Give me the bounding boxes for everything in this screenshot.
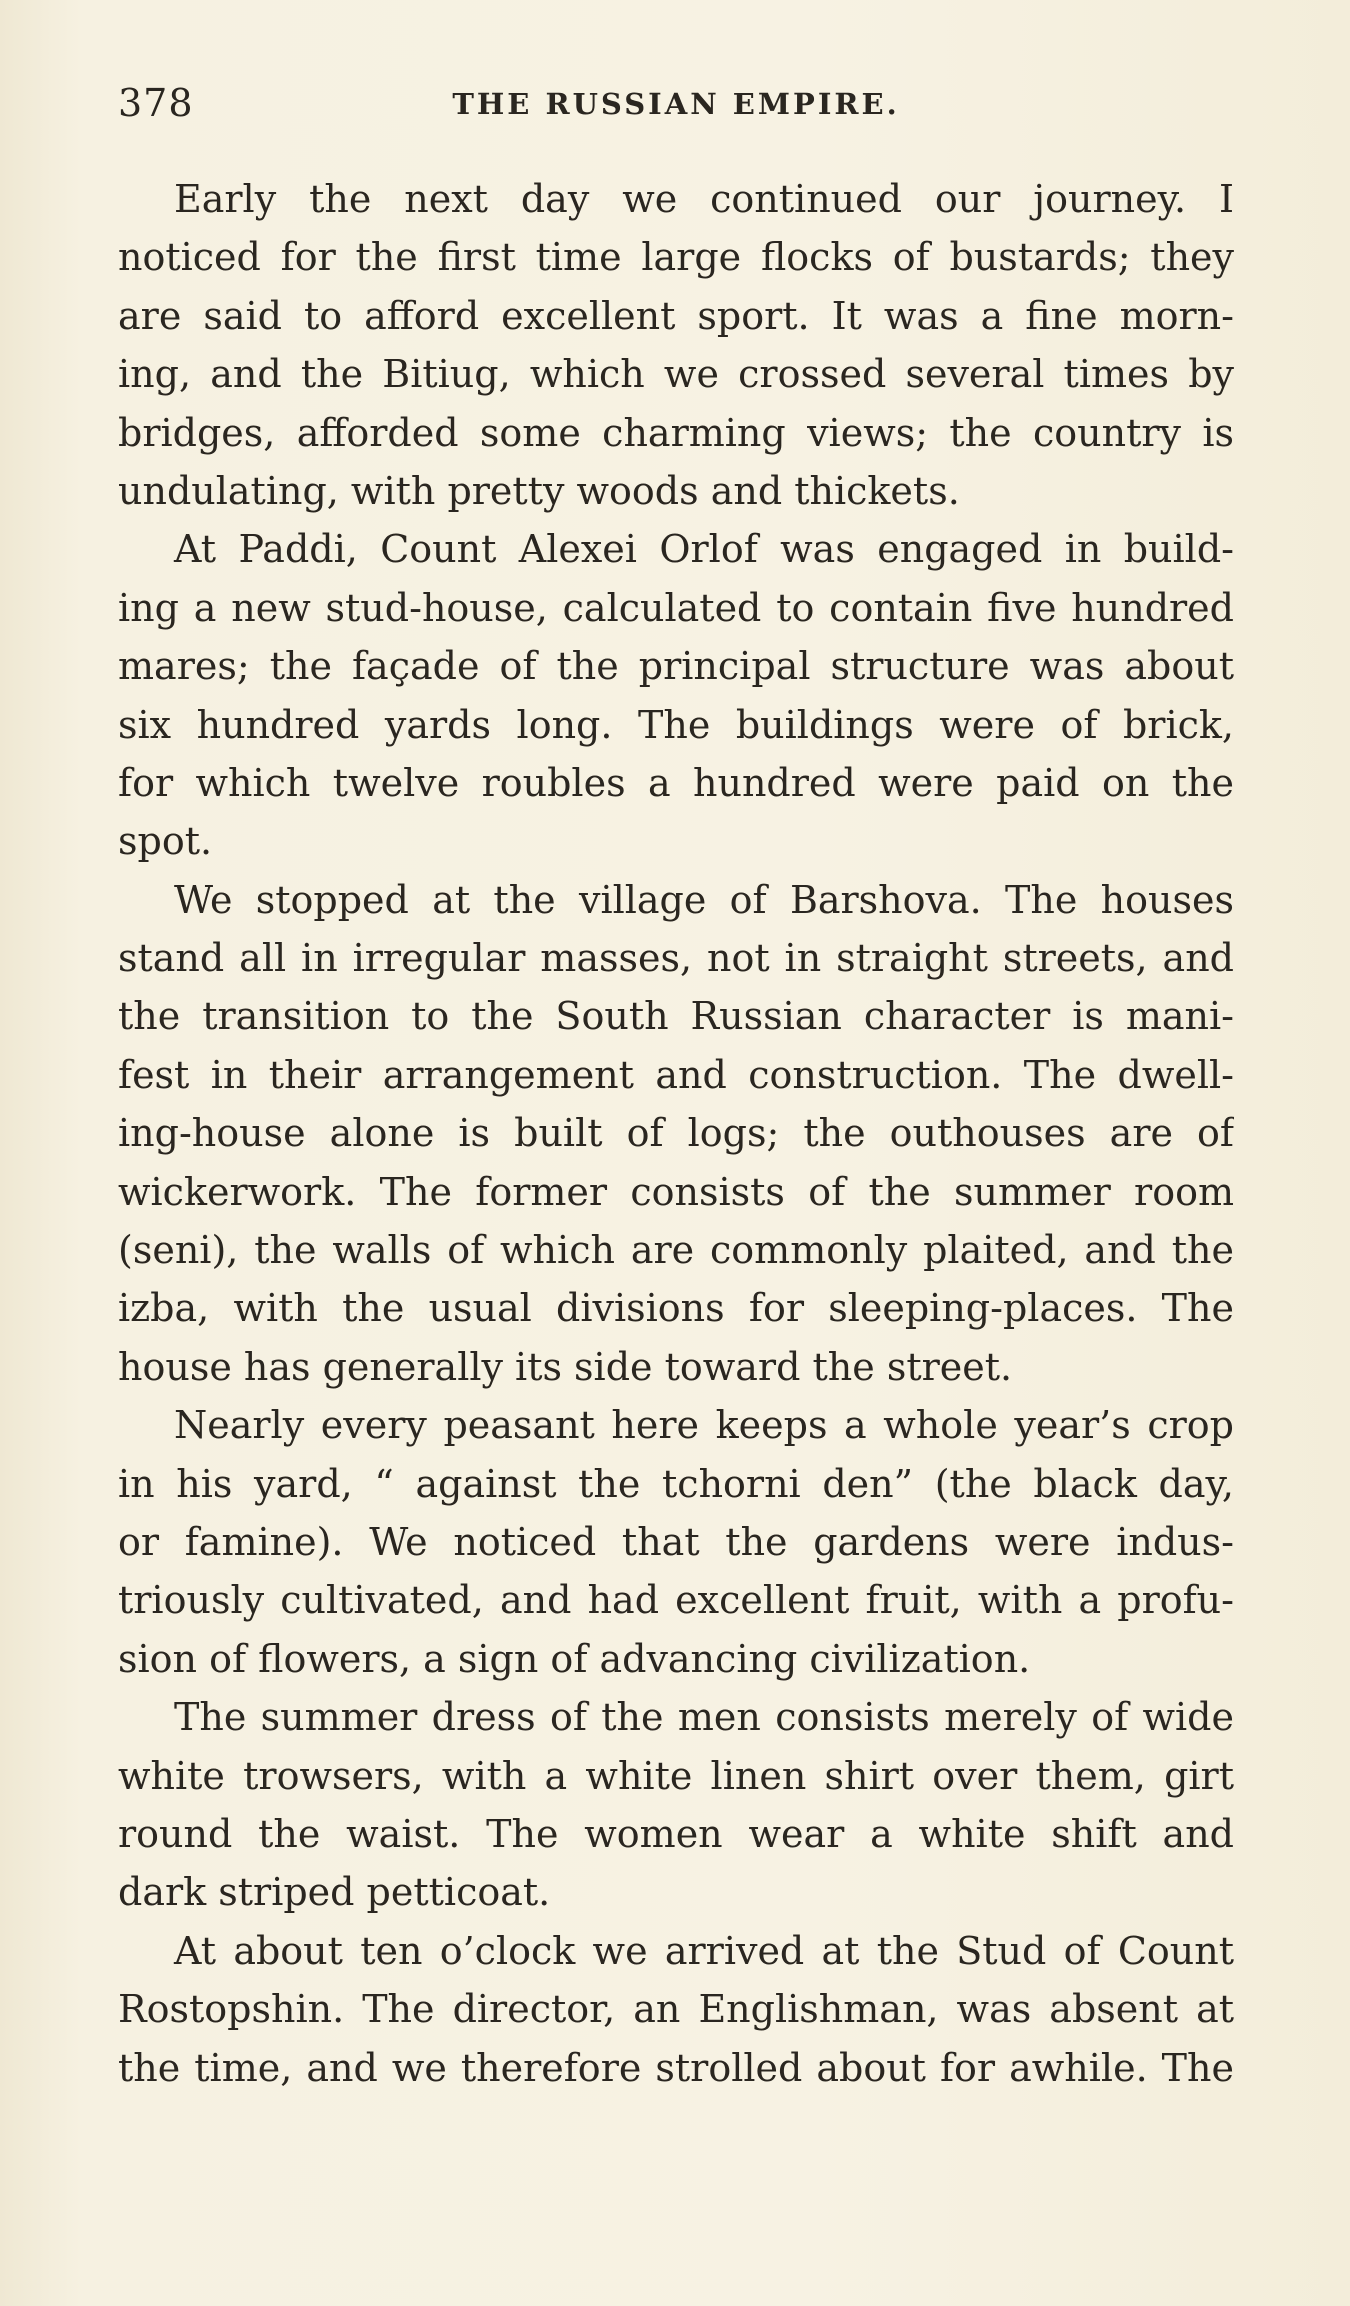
text-line: white trowsers, with a white linen shirt over them, girt (118, 1753, 1234, 1798)
text-line: undulating, with pretty woods and thickets. (118, 468, 960, 513)
text-line: At about ten o’clock we arrived at the Stud of Count (174, 1928, 1234, 1973)
text-line: six hundred yards long. The buildings were of brick, (118, 702, 1234, 747)
page-header (118, 78, 1234, 128)
text-line: noticed for the first time large flocks of bustards; they (118, 235, 1234, 280)
text-line: in his yard, “ against the tchorni den” (the black day, (118, 1461, 1234, 1506)
text-line: round the waist. The women wear a white shift and (118, 1811, 1234, 1856)
text-line: triously cultivated, and had excellent fruit, with a profu- (118, 1578, 1234, 1623)
text-line: house has generally its side toward the street. (118, 1344, 1013, 1389)
text-line: stand all in irregular masses, not in straight streets, and (118, 936, 1234, 981)
body-text (118, 170, 1234, 2097)
text-line: sion of flowers, a sign of advancing civilization. (118, 1636, 1031, 1681)
text-line: the transition to the South Russian character is mani- (118, 994, 1234, 1039)
text-line: We stopped at the village of Barshova. The houses (174, 877, 1234, 922)
text-line: dark striped petticoat. (118, 1870, 551, 1915)
running-head: THE RUSSIAN EMPIRE. (452, 87, 900, 121)
text-line: At Paddi, Count Alexei Orlof was engaged in build- (174, 527, 1234, 572)
text-line: (seni), the walls of which are commonly plaited, and the (118, 1228, 1234, 1273)
text-line: the time, and we therefore strolled about for awhile. The (118, 2045, 1234, 2090)
text-line: The summer dress of the men consists merely of wide (174, 1695, 1234, 1740)
text-line: fest in their arrangement and construction. The dwell- (118, 1052, 1234, 1097)
text-line: Early the next day we continued our journey. I (174, 177, 1234, 221)
text-line: mares; the façade of the principal structure was about (118, 644, 1234, 689)
text-line: bridges, afforded some charming views; the country is (118, 410, 1234, 455)
page-number: 378 (118, 81, 194, 125)
text-line: for which twelve roubles a hundred were paid on the (118, 760, 1234, 805)
text-line: wickerwork. The former consists of the summer room (118, 1169, 1234, 1214)
text-line: or famine). We noticed that the gardens were indus- (118, 1519, 1234, 1564)
text-line: ing a new stud-house, calculated to contain five hundred (118, 585, 1234, 630)
text-line: izba, with the usual divisions for sleeping-places. The (118, 1286, 1234, 1331)
text-line: ing, and the Bitiug, which we crossed several times by (118, 352, 1234, 397)
text-line: are said to afford excellent sport. It was a fine morn- (118, 293, 1234, 338)
text-line: ing-house alone is built of logs; the outhouses are of (118, 1111, 1234, 1156)
text-line: spot. (118, 819, 213, 864)
text-line: Nearly every peasant here keeps a whole year’s crop (174, 1403, 1234, 1448)
text-line: Rostopshin. The director, an Englishman, was absent at (118, 1987, 1234, 2032)
